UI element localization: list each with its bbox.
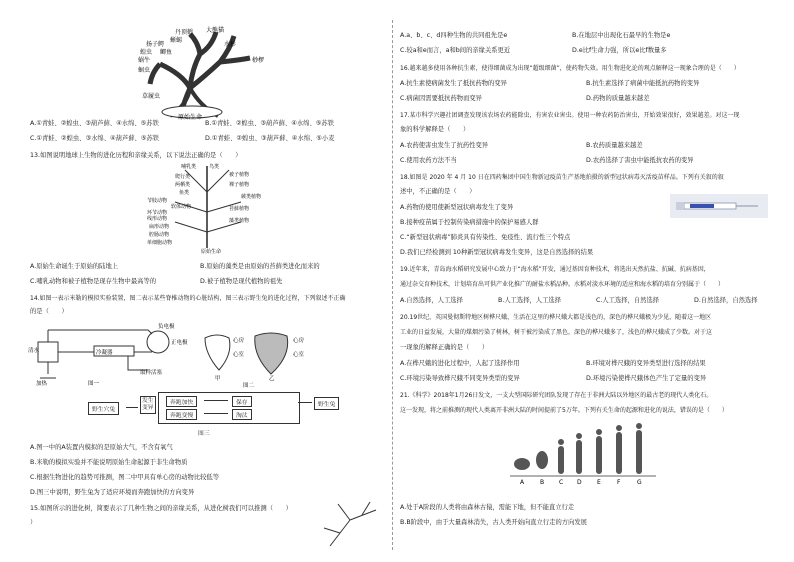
fig1-label: 冷凝器 <box>96 350 113 356</box>
fig2-label: 心室 <box>293 352 305 358</box>
tree2-label: 哺乳类 <box>181 164 197 170</box>
tree2-label: 蕨类植物 <box>241 194 262 200</box>
tree2-label: 鱼类 <box>179 190 190 196</box>
tree2-label: 鸟类 <box>209 164 220 170</box>
q19-option-b: B.人工选择，人工选择 <box>498 297 561 304</box>
q18-option-d: D.我们已经检测到 10种新型冠状病毒发生变异，这是自然选择的结果 <box>400 249 594 256</box>
q20-stem-line3: 一现象的解释正确的是（ ） <box>400 344 489 351</box>
fig1-label: 图一 <box>88 381 100 386</box>
q16-option-d: D.药物的质量越来越差 <box>586 95 650 102</box>
fig2-label: 甲 <box>215 376 221 382</box>
q17-stem-line2: 象的科学解释是（ ） <box>400 126 470 133</box>
tree1-label: 扬子鳄 <box>146 41 165 48</box>
q13-option-b: B.原始的藻类是由原始的苔藓类进化而来的 <box>200 263 320 270</box>
q13-option-a: A.原始生命诞生于原始的陆地上 <box>30 263 119 270</box>
q19-stem-line1: 19.近年来，青岛海水稻研究发展中心致力于“海水稻”开发，通过基因育种技术，将选出天然抗盐、抗碱、抗病基因， <box>400 266 710 273</box>
tree2-label: 环节动物 <box>147 210 168 216</box>
q14-stem-line2: 的是（ ） <box>30 308 68 315</box>
q21-option-b: B.B阶段中，由于大量森林消失，古人类开始向直立行走的方向发展 <box>400 519 587 526</box>
tree2-label: 藻类植物 <box>229 218 250 224</box>
human-evolution-figure <box>508 420 658 486</box>
q19-option-c: C.人工选择，自然选择 <box>596 297 660 304</box>
q12-option-a: A.①青蛙、②蝗虫、③葫芦藓、④水绵、⑤苏铁 <box>30 120 159 127</box>
tree2-label: 节肢动物 <box>147 198 168 204</box>
evo-letter: A <box>520 479 525 486</box>
tree1-label: 蜥蜴 <box>170 37 183 44</box>
q20-stem-line2: 工业的日益发展，大量的煤烟污染了树林，树干被污染成了黑色，深色的桦尺蛾多了，浅色的桦尺蛾成了少数。对于这 <box>400 329 713 336</box>
q13-option-d: D.被子植物是现代植物的祖先 <box>200 278 283 285</box>
q19-option-d: D.自然选择，自然选择 <box>694 297 758 304</box>
q16-stem: 16.越来越多使用各种抗生素，使得细菌成为出现“超级细菌”，使药物失效。用生物进化论的观点解释这一现象合理的是（ ） <box>400 65 740 72</box>
q18-stem-line2: 述中，不正确的是（ ） <box>400 188 476 195</box>
fig3-left-label: 野生穴兔 <box>88 402 119 415</box>
q18-option-c: C.“新型冠状病毒”肺炎具有传染性、免疫性、流行性三个特点 <box>400 234 571 241</box>
tree2-label: 腔肠动物 <box>149 232 170 238</box>
q18-option-a: A.药物的使用使新型冠状病毒发生了变异 <box>400 204 514 211</box>
miller-apparatus-figure <box>28 322 193 386</box>
tree2-label: 软体动物 <box>171 204 192 210</box>
q12-option-b: B.①青蛙、②蝗虫、③葫芦藓、④水绵、⑤苏铁 <box>205 120 334 127</box>
tree1-label: 桫椤 <box>252 57 265 64</box>
column-divider <box>392 20 393 550</box>
fig3-mid-label: 发生变异 <box>140 396 156 414</box>
fig2-label: 乙 <box>269 376 275 382</box>
q20-option-c: C.环境污染导致桦尺蛾不同变异类型的变异 <box>400 375 520 382</box>
tree1-label: 蜗牛 <box>138 57 151 64</box>
evo-letter: C <box>559 479 564 486</box>
tree2-label: 两栖类 <box>175 182 191 188</box>
rabbit-flow-figure <box>88 392 368 438</box>
q15-option-d: D.e比f生命力强，所以e比f数量多 <box>572 47 667 54</box>
q13-stem: 13.如图说明地球上生物的进化历程和亲缘关系，以下说法正确的是（ ） <box>30 152 242 159</box>
q16-option-b: B.抗生素选择了病菌中能抵抗药物的变异 <box>586 80 700 87</box>
q14-option-c: C.根据生物进化的趋势可推测，图二中甲具有单心房的动物比较低等 <box>30 474 220 481</box>
vaccine-syringe-image <box>670 194 768 218</box>
fig1-label: 加热 <box>36 381 48 386</box>
tree2-label: 被子植物 <box>229 172 250 178</box>
q21-stem-line1: 21.《科学》2018年1月26日发文，一支大型国际研究团队发现了存在于非洲大陆以外地区的最古老的现代人类化石。 <box>400 392 713 399</box>
q17-stem-line1: 17.某市科学兴趣社团调查发现该农场农药能除虫，有害农业害虫。使用一种农药防治害虫，开始效果很好，效果越差。对这一现 <box>400 112 740 119</box>
fig1-label: 正电极 <box>171 340 188 346</box>
evo-letter: G <box>637 479 642 486</box>
q21-option-a: A.处于A阶段的人类将由森林古猿，需能下地，但不能直立行走 <box>400 504 575 511</box>
q17-option-a: A.农药使害虫发生了抗药性变异 <box>400 142 489 149</box>
fig2-label: 心室 <box>233 352 245 358</box>
evo-letter: F <box>617 479 621 486</box>
q14-option-a: A.图一中的A装置内模拟的是原始大气，不含有氧气 <box>30 444 173 451</box>
fig3-row1-a: 奔跑加快 <box>166 396 197 407</box>
q15-stem-line1: 15.如图所示的进化树，简要表示了几种生物之间的亲缘关系，从进化树我们可以推测（ ） <box>30 505 292 512</box>
phylogeny-tree-figure <box>145 162 275 254</box>
q15-option-c: C.较a和e而言，a和b间的亲缘关系更近 <box>400 47 511 54</box>
tree1-label: 大熊猫 <box>206 27 225 34</box>
q16-option-c: C.病菌因需要抵抗药物而变异 <box>400 95 482 102</box>
tree1-label: 蝗虫 <box>140 49 153 56</box>
q20-option-b: B.环境对桦尺蛾的变异类型进行选择的结果 <box>586 360 706 367</box>
heart-structure-figure <box>195 326 325 388</box>
fig2-label: 图二 <box>243 383 255 388</box>
left-column <box>0 0 392 562</box>
fig3-row2-b: 淘汰 <box>232 409 252 420</box>
q15-option-a: A.a、b、c、d四种生物的共同祖先是e <box>400 32 508 39</box>
q19-stem-line2: 通过杂交育种技术，计划培育出可供产业化推广的耐盐水稻品种。水稻对淡水环境的适应和海水稻的培育分别属于（ ） <box>400 281 725 288</box>
tree1-label: 丹顶鹤 <box>175 29 194 36</box>
tree2-label: 裸子植物 <box>229 182 250 188</box>
fig3-row2-a: 奔跑变慢 <box>166 409 197 420</box>
right-column <box>398 0 790 562</box>
tree1-label: 水杉 <box>224 41 237 48</box>
evo-letter: B <box>540 479 545 486</box>
tree1-label: 鲫鱼 <box>160 49 173 56</box>
tree2-label: 单细胞动物 <box>147 240 173 246</box>
fig1-label: 取样活塞 <box>140 370 163 376</box>
tree1-label: 蛔虫 <box>138 67 151 74</box>
fig3-right-label: 野生兔 <box>314 397 339 410</box>
fig2-label: 心房 <box>293 338 305 344</box>
q20-stem-line1: 20.19世纪，英国曼彻斯特地区树桦尺蛾，生活在这里的桦尺蛾大都是浅色的，深色的桦尺蛾极为少见，随着这一地区 <box>400 314 712 321</box>
q15-option-b: B.在地层中出现化石最早的生物是e <box>572 32 671 39</box>
evolution-tree-figure <box>130 24 270 120</box>
q18-stem-line1: 18.如图是 2020 年 4 月 10 日在四药集团中国生物新冠疫苗生产基地拍摄的新型冠状病毒灭活疫苗样品。下列有关叙的叙 <box>400 174 724 181</box>
q16-option-a: A.抗生素使病菌发生了抵抗药物的变异 <box>400 80 507 87</box>
q19-option-a: A.自然选择，人工选择 <box>400 297 463 304</box>
fig1-label: 负电极 <box>158 324 175 330</box>
q15-stem-line2: ） <box>30 519 37 526</box>
tree2-label: 爬行类 <box>175 174 191 180</box>
q17-option-b: B.农药质量越来越差 <box>586 142 643 149</box>
q20-option-a: A.在桦尺蛾的进化过程中，人起了选择作用 <box>400 360 520 367</box>
q20-option-d: D.环境污染使桦尺蛾体色产生了定量的变异 <box>586 375 707 382</box>
tree2-label: 线形动物 <box>147 216 168 222</box>
fig3-caption: 图三 <box>198 431 210 437</box>
evo-letter: D <box>577 479 582 486</box>
q17-option-d: D.农药选择了害虫中能抵抗农药的变异 <box>586 157 694 164</box>
fig2-label: 心房 <box>233 338 245 344</box>
q15-evolution-tree <box>320 500 384 550</box>
q21-stem-line2: 这一发现，将之前推测的现代人类离开非洲大陆的时间提前了5万年。下列有关生命的起源和进化的说法，错误的是（ ） <box>400 407 728 414</box>
q14-option-d: D.图三中说明，野生兔为了适应环境而奔跑加快的方向变异 <box>30 489 195 496</box>
q14-stem-line1: 14.如图一表示米勒的模拟实验装置，图二表示某些脊椎动物的心脏结构，图三表示野生兔的进化过程，下列叙述不正确 <box>30 295 346 302</box>
q14-option-b: B.米勒的模拟实验并不能说明原始生命起源于非生命物质 <box>30 459 188 466</box>
q18-option-b: B.接种疫苗属于控制传染病措施中的保护易感人群 <box>400 219 539 226</box>
fig3-row1-b: 保存 <box>232 396 252 407</box>
tree1-label: 原始生命 <box>178 114 203 120</box>
q12-option-d: D.①青蛙、②蝗虫、③葫芦藓、④水绵、⑤小麦 <box>205 135 335 142</box>
tree2-label: 扁形动物 <box>149 224 170 230</box>
q17-option-c: C.使用农药方法不当 <box>400 157 457 164</box>
fig1-label: 清水 <box>28 348 40 354</box>
tree1-label: 草履虫 <box>142 93 161 100</box>
q13-option-c: C.哺乳动物和被子植物是现存生物中最高等的 <box>30 278 157 285</box>
q12-option-c: C.①青蛙、②蝗虫、③水绵、④葫芦藓、⑤苏铁 <box>30 135 160 142</box>
tree2-label: 苔藓植物 <box>229 206 250 212</box>
tree2-label: 原始生命 <box>201 249 222 254</box>
evo-letter: E <box>597 479 601 486</box>
